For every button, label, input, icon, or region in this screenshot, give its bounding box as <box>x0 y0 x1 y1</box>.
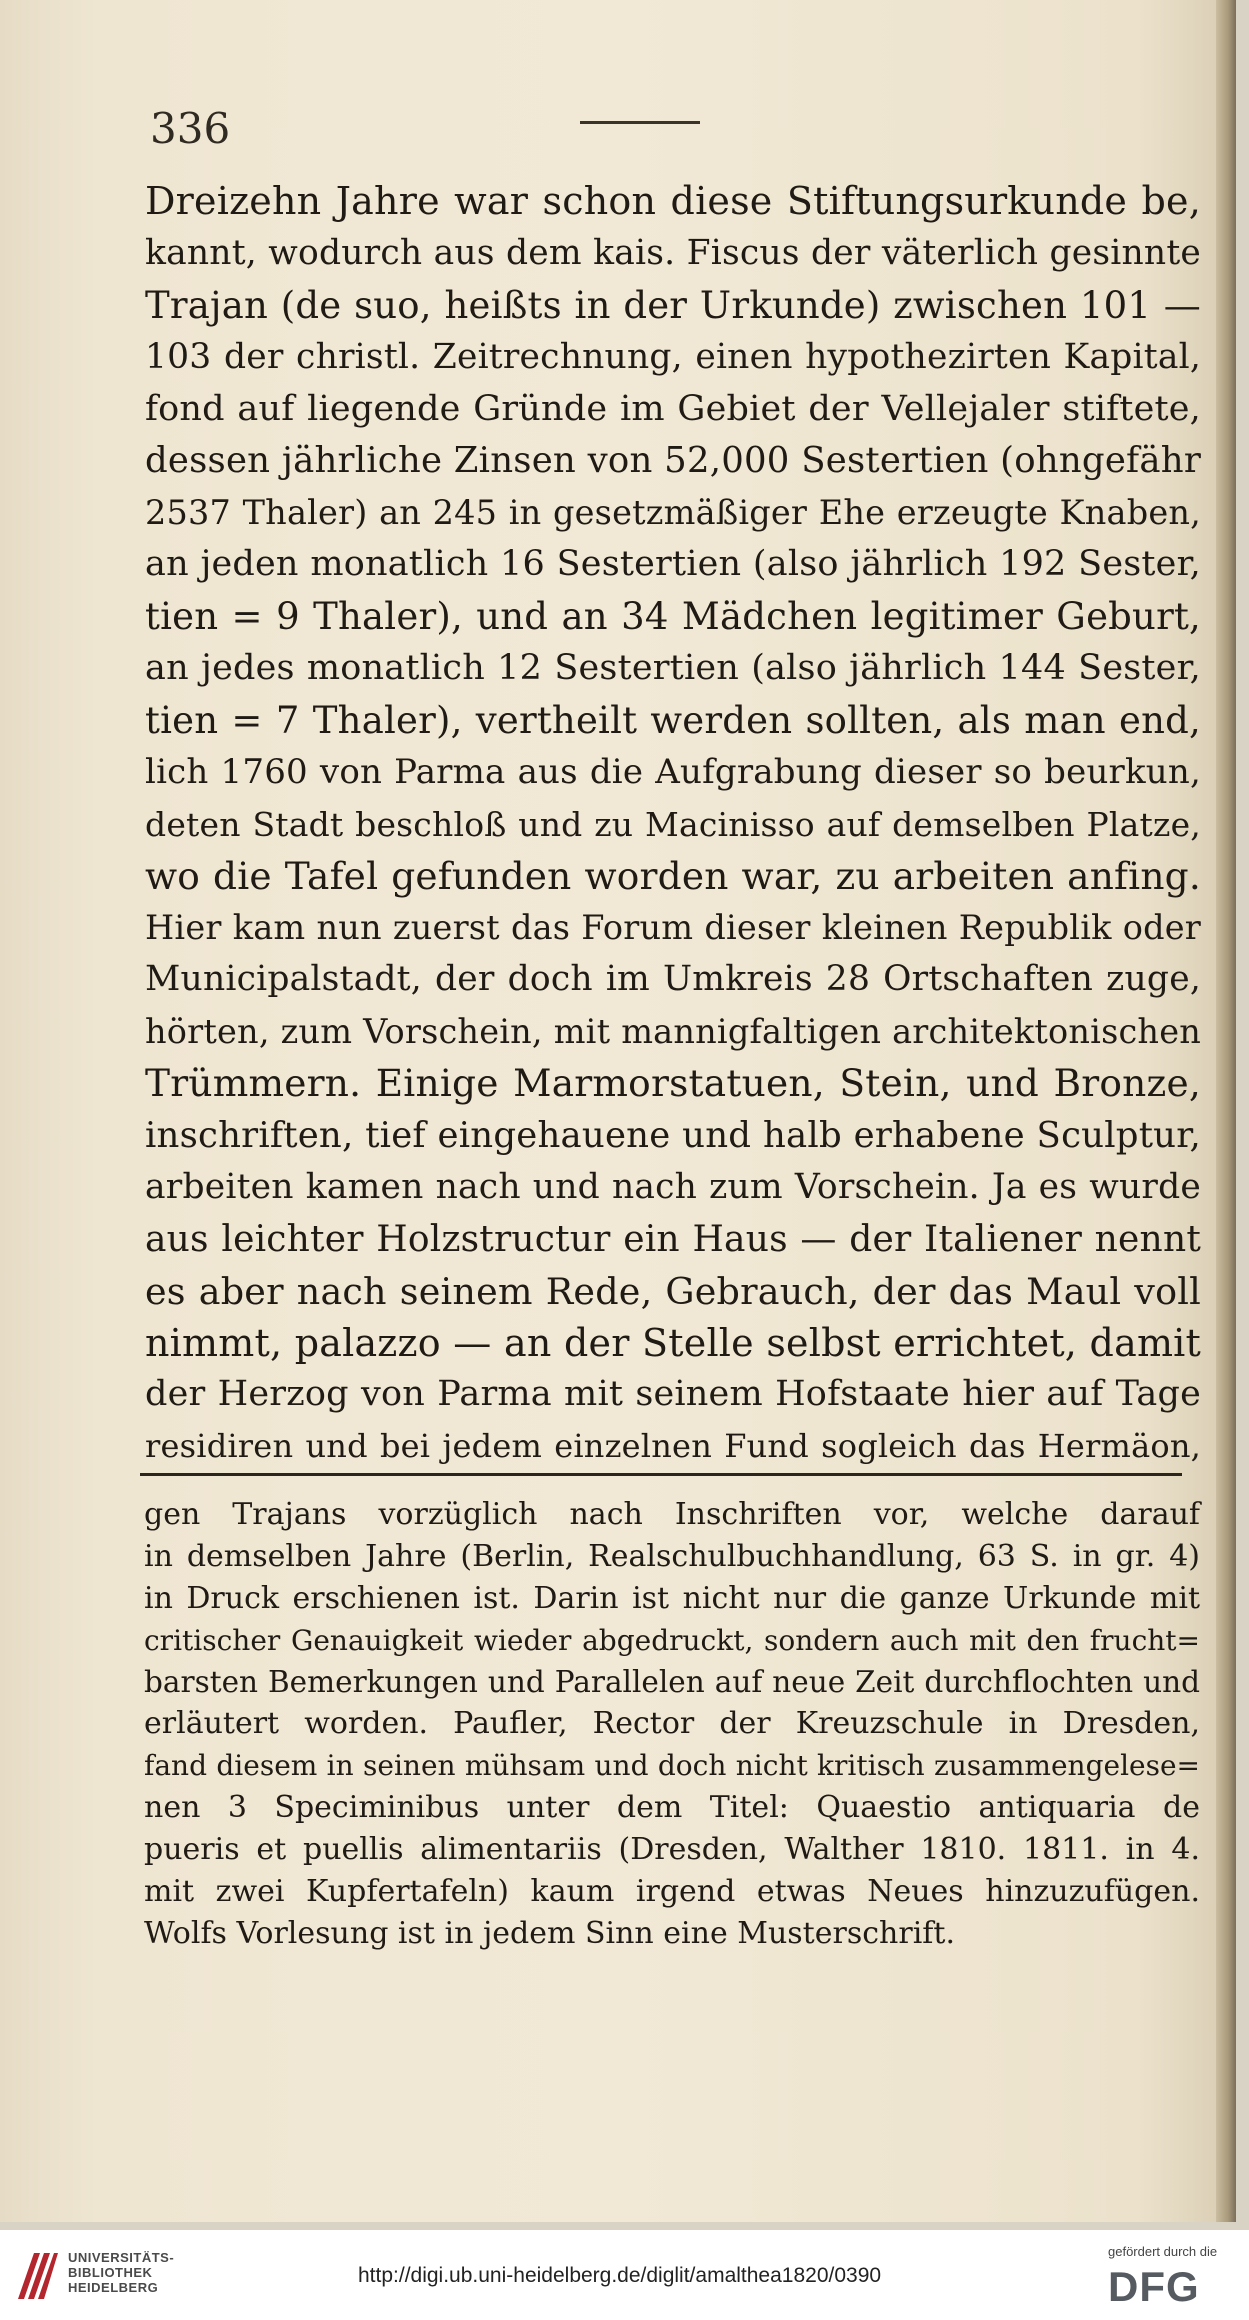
footnote <box>144 1494 1200 1955</box>
text-line: hörten, zum Vorschein, mit mannigfaltigen architektonischen <box>145 1012 1201 1052</box>
funded-by-label: gefördert durch die <box>1108 2244 1218 2259</box>
text-line: arbeiten kamen nach und nach zum Vorschein. Ja es wurde <box>145 1166 1201 1207</box>
text-line: residiren und bei jedem einzelnen Fund sogleich das Hermäon, <box>145 1427 1201 1466</box>
footnote-line: fand diesem in seinen mühsam und doch nicht kritisch zusammengelese= <box>144 1749 1200 1783</box>
text-line: an jedes monatlich 12 Sestertien (also jährlich 144 Sester, <box>145 648 1201 689</box>
text-line: fond auf liegende Gründe im Gebiet der Vellejaler stiftete, <box>145 388 1201 429</box>
text-line: nimmt, palazzo — an der Stelle selbst errichtet, damit <box>145 1320 1201 1365</box>
text-line: inschriften, tief eingehauene und halb erhabene Sculptur, <box>145 1115 1201 1157</box>
text-line: 103 der christl. Zeitrechnung, einen hypothezirten Kapital, <box>145 336 1201 377</box>
text-line: tien = 9 Thaler), und an 34 Mädchen legitimer Geburt, <box>145 595 1201 639</box>
source-url-link[interactable]: http://digi.ub.uni-heidelberg.de/diglit/amalthea1820/0390 <box>358 2264 882 2287</box>
text-line: tien = 7 Thaler), vertheilt werden sollten, als man end, <box>145 698 1201 742</box>
text-line: es aber nach seinem Rede, Gebrauch, der das Maul voll <box>145 1269 1201 1313</box>
library-name-line: UNIVERSITÄTS- <box>68 2250 175 2265</box>
main-text <box>145 176 1201 1473</box>
footnote-line: erläutert worden. Paufler, Rector der Kreuzschule in Dresden, <box>144 1706 1200 1742</box>
page-edge <box>1216 0 1236 2222</box>
footer-bar <box>0 2230 1249 2320</box>
text-line: lich 1760 von Parma aus die Aufgrabung dieser so beurkun, <box>145 751 1201 792</box>
text-line: kannt, wodurch aus dem kais. Fiscus der väterlich gesinnte <box>145 232 1201 273</box>
page-number: 336 <box>150 104 231 153</box>
footnote-line: Wolfs Vorlesung ist in jedem Sinn eine Musterschrift. <box>144 1915 955 1951</box>
text-line: Dreizehn Jahre war schon diese Stiftungsurkunde be, <box>145 179 1201 223</box>
text-line: deten Stadt beschloß und zu Macinisso auf demselben Platze, <box>145 804 1201 844</box>
text-line: dessen jährliche Zinsen von 52,000 Sestertien (ohngefähr <box>145 440 1201 482</box>
text-line: Trajan (de suo, heißts in der Urkunde) zwischen 101 — <box>145 283 1201 327</box>
library-logo-icon <box>14 2247 60 2303</box>
text-line: Trümmern. Einige Marmorstatuen, Stein, und Bronze, <box>145 1061 1201 1106</box>
text-line: an jeden monatlich 16 Sestertien (also jährlich 192 Sester, <box>145 544 1201 585</box>
footnote-line: barsten Bemerkungen und Parallelen auf neue Zeit durchflochten und <box>144 1664 1200 1699</box>
library-name-line: BIBLIOTHEK <box>68 2265 153 2280</box>
footnote-line: in demselben Jahre (Berlin, Realschulbuchhandlung, 63 S. in gr. 4) <box>144 1538 1200 1574</box>
text-line: der Herzog von Parma mit seinem Hofstaate hier auf Tage <box>145 1374 1201 1415</box>
footnote-line: nen 3 Speciminibus unter dem Titel: Quaestio antiquaria de <box>144 1790 1200 1826</box>
text-line: Municipalstadt, der doch im Umkreis 28 Ortschaften zuge, <box>145 959 1201 1000</box>
footnote-rule <box>140 1473 1182 1476</box>
footnote-line: mit zwei Kupfertafeln) kaum irgend etwas Neues hinzuzufügen. <box>144 1874 1200 1910</box>
library-name-line: HEIDELBERG <box>68 2280 159 2295</box>
text-line: aus leichter Holzstructur ein Haus — der Italiener nennt <box>145 1218 1201 1260</box>
footnote-line: pueris et puellis alimentariis (Dresden, Walther 1810. 1811. in 4. <box>144 1832 1200 1868</box>
text-line: wo die Tafel gefunden worden war, zu arbeiten anfing. <box>145 853 1201 898</box>
footnote-line: in Druck erschienen ist. Darin ist nicht nur die ganze Urkunde mit <box>144 1580 1200 1616</box>
library-name <box>68 2250 174 2295</box>
text-line: 2537 Thaler) an 245 in gesetzmäßiger Ehe erzeugte Knaben, <box>145 493 1201 533</box>
dfg-logo: DFG <box>1108 2263 1200 2310</box>
footnote-line: gen Trajans vorzüglich nach Inschriften vor, welche darauf <box>144 1497 1200 1532</box>
footnote-line: critischer Genauigkeit wieder abgedruckt, sondern auch mit den frucht= <box>144 1623 1200 1657</box>
text-line: Hier kam nun zuerst das Forum dieser kleinen Republik oder <box>145 908 1201 948</box>
header-rule <box>580 121 700 124</box>
